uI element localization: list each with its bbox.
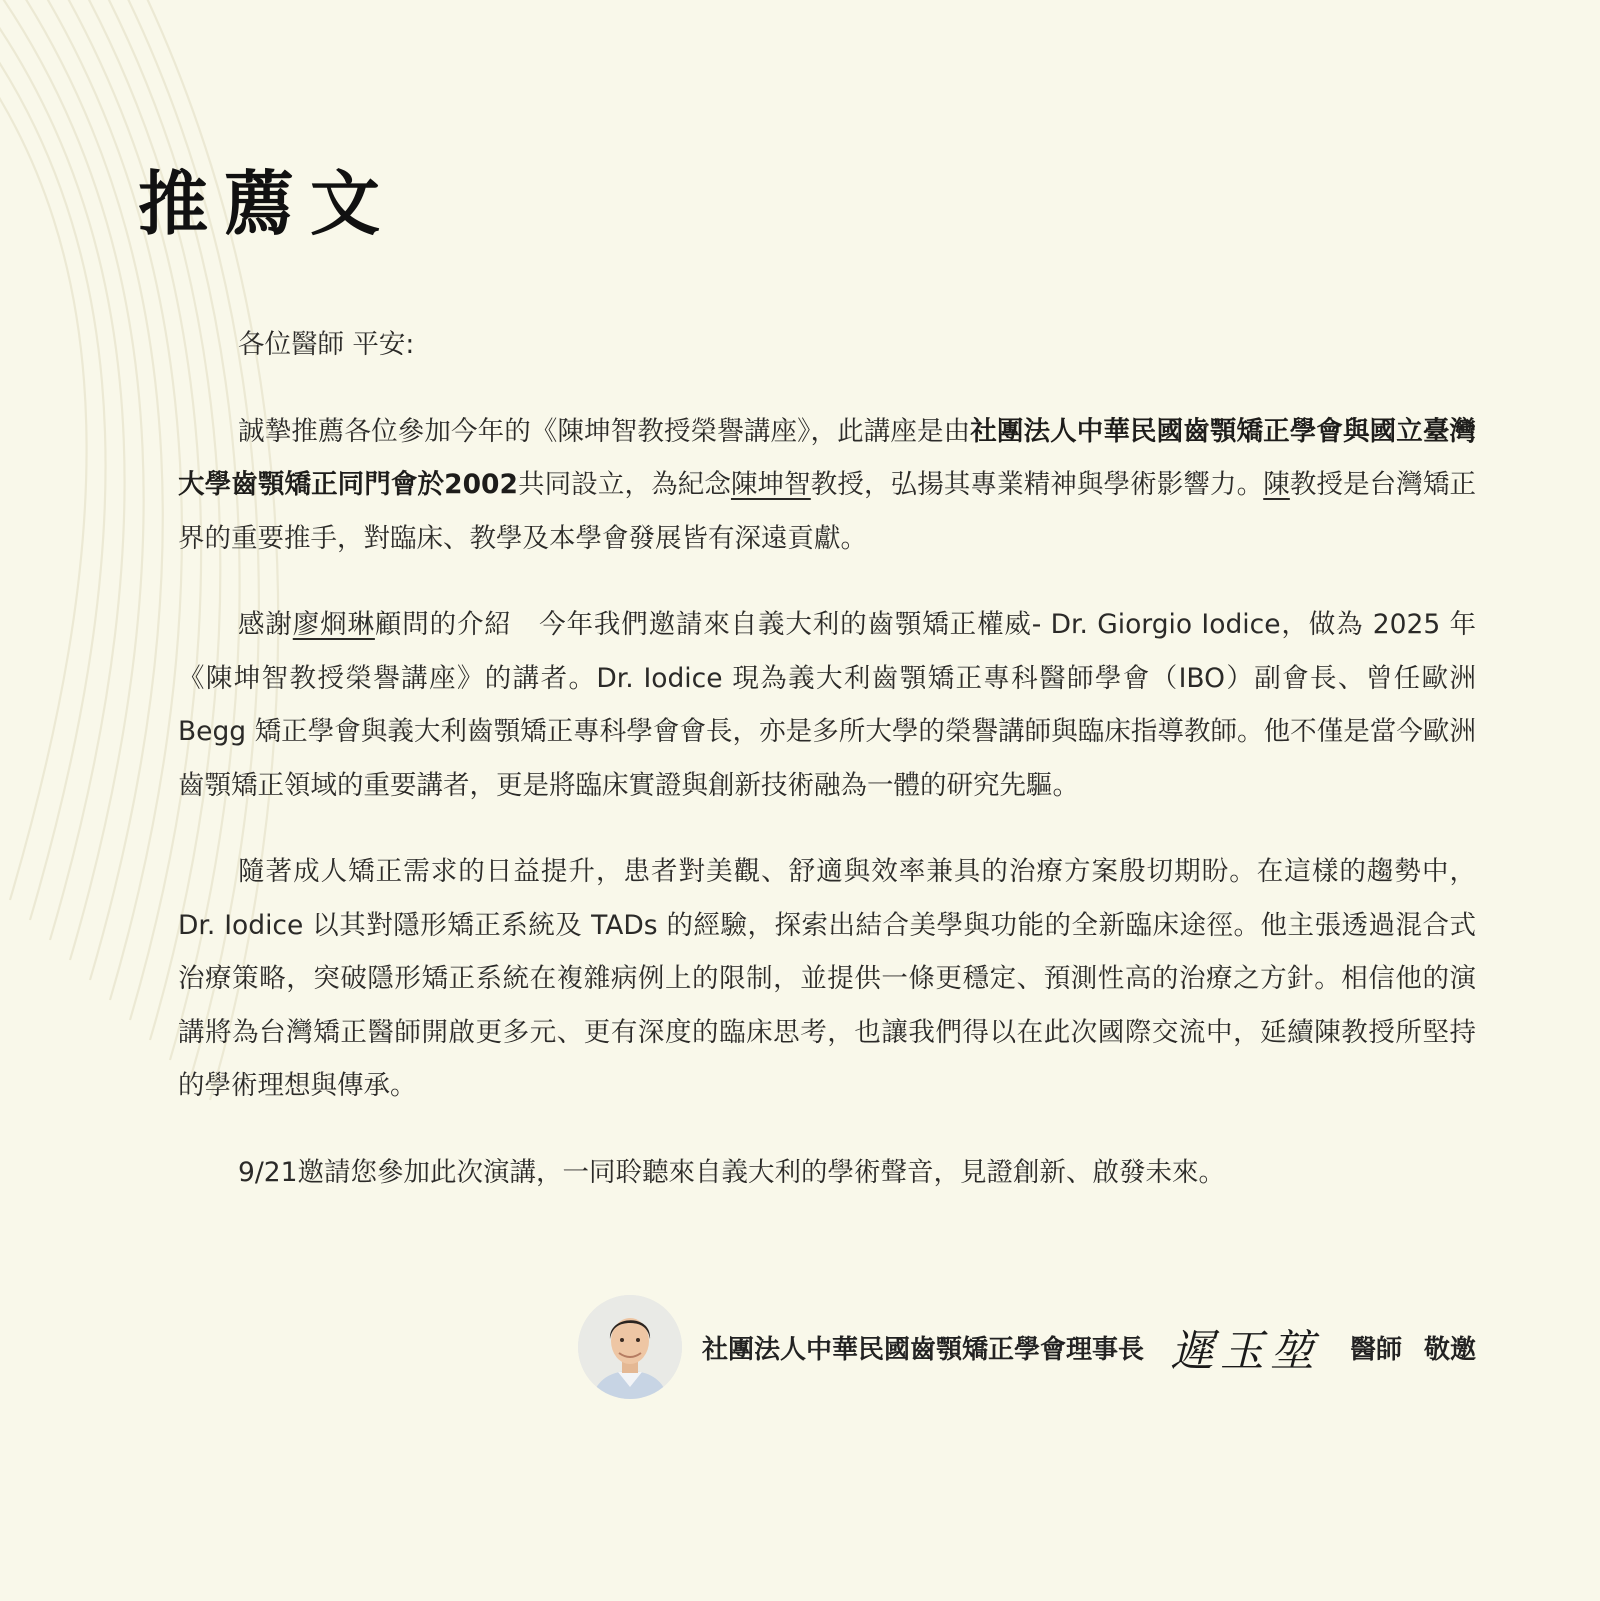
organizer-names: 社團法人中華民國齒顎矯正學會與國立臺灣大學齒顎矯正同門會於2002: [178, 415, 1476, 500]
text-run: 誠摯推薦各位參加今年的《陳坤智教授榮譽講座》，此講座是由: [238, 415, 971, 447]
text-run: 共同設立，為紀念: [517, 469, 731, 500]
signer-organization-title: 社團法人中華民國齒顎矯正學會理事長: [701, 1334, 1144, 1365]
paragraph-4: 9/21邀請您參加此次演講，一同聆聽來自義大利的學術聲音，見證創新、啟發未來。: [238, 1156, 1226, 1188]
professor-name: 陳坤智: [730, 469, 811, 500]
letter-body: [178, 318, 1476, 1199]
page-title: 推薦文: [138, 161, 396, 245]
text-run: 感謝: [238, 609, 293, 640]
signer-signature: 遲玉堃: [1169, 1326, 1320, 1377]
text-run: 顧問的介紹 今年我們邀請來自義大利的齒顎矯正權威- Dr. Giorgio Iodice，做為 2025 年《陳坤智教授榮譽講座》的講者。Dr. Iodice 現為義大利齒顎矯正專科醫師學會（IBO）副會長、曾任歐洲 Begg 矯正學會與義大利齒顎矯正專科學會會長，亦是多所大學的榮譽講師與臨床指導教師。他不僅是當今歐洲齒顎矯正領域的重要講者，更是將臨床實證與創新技術融為一體的研究先驅。: [178, 609, 1477, 801]
signature-block: [578, 1292, 1476, 1402]
paragraph-3: 隨著成人矯正需求的日益提升，患者對美觀、舒適與效率兼具的治療方案殷切期盼。在這樣的趨勢中， Dr. Iodice 以其對隱形矯正系統及 TADs 的經驗，探索出結合美學與功能的全新臨床途徑。他主張透過混合式治療策略，突破隱形矯正系統在複雜病例上的限制，並提供一條更穩定、預測性高的治療之方針。相信他的演講將為台灣矯正醫師開啟更多元、更有深度的臨床思考，也讓我們得以在此次國際交流中，延續陳教授所堅持的學術理想與傳承。: [178, 856, 1476, 1101]
paragraph-2: [178, 598, 1476, 812]
closing-text: 敬邀: [1423, 1334, 1476, 1365]
signer-title: 醫師: [1349, 1334, 1402, 1365]
greeting: 各位醫師 平安:: [238, 329, 415, 360]
text-run: 教授，弘揚其專業精神與學術影響力。: [810, 469, 1264, 500]
advisor-name: 廖烱琳: [292, 609, 375, 640]
portrait-icon: [578, 1295, 682, 1399]
avatar: [578, 1295, 682, 1399]
paragraph-1: [178, 405, 1476, 566]
text-run: 教授是台灣矯正界的重要推手，對臨床、教學及本學會發展皆有深遠貢獻。: [178, 469, 1477, 554]
professor-surname: 陳: [1263, 469, 1290, 500]
